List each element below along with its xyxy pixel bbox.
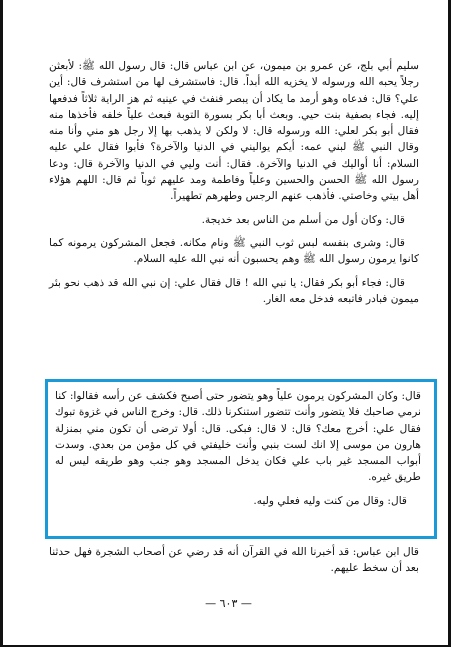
page-number: — ٦٠٣ — [205,597,252,610]
paragraph-hadith-intro: سليم أبي بلج، عن عمرو بن ميمون، عن ابن عباس قال: قال رسول الله ﷺ: لأبعثن رجلاً يحبه الله ورسوله لا يخزيه الله أبداً. قال: فاستشرف لها من استشرف قال: أين علي؟ قال: فدعاه وهو أرمد ما يكاد أن يبصر فنفث في عينيه ثم هز الراية ثلاثاً فدفعها إليه. فجاء بصفية بنت حيي. وبعث أبا بكر بسورة التوبة فبعث علياً خلفه فأخذها منه فقال أبو بكر لعلي: الله ورسوله قال: لا ولكن لا يذهب بها إلا رجل هو مني وأنا منه وقال النبي ﷺ لبني عمه: أيكم يواليني في الدنيا والآخرة؟ فأبوا فقال علي عليه السلام: أنا أواليك في الدنيا والآخرة. فقال: أنت وليي في الدنيا والآخرة قال: ودعا رسول الله ﷺ الحسن والحسين وعلياً وفاطمة ومد عليهم ثوباً ثم قال: اللهم هؤلاء أهل بيتي وخاصتي. فأذهب عنهم الرجس وطهرهم تطهيراً. [49,60,419,203]
top-text-block [49,58,419,314]
paragraph-ibn-abbas: قال ابن عباس: قد أخبرنا الله في القرآن أنه قد رضي عن أصحاب الشجرة فهل حدثنا بعد أن سخط عليهم. [49,546,419,575]
paragraph-abu-bakr: قال: فجاء أبو بكر فقال: يا نبي الله ! قال فقال علي: إن نبي الله قد ذهب نحو بئر ميمون فبادر فاتبعه فدخل معه الغار. [49,276,419,305]
paragraph-first-muslim: قال: وكان أول من أسلم من الناس بعد خديجة. [201,213,405,226]
paragraph-highlighted-main: قال: وكان المشركون يرمون علياً وهو يتضور حتى أصبح فكشف عن رأسه فقالوا: كنا نرمي صاحبك فلا يتضور وأنت تتضور استنكرنا ذلك. قال: وخرج الناس في غزوة تبوك فقال علي: أخرج معك؟ قال: لا قال: فبكى. قال: أولا ترضى أن تكون مني بمنزلة هارون من موسى إلا انك لست بنبي وأنت خليفتي في كل مؤمن من بعدي. وسدت أبواب المسجد غير باب علي فكان يدخل المسجد وهو جنب وهو طريقه ليس له طريق غيره. [55,390,421,484]
bottom-text-block [49,544,419,584]
paragraph-sacrifice: قال: وشرى بنفسه لبس ثوب النبي ﷺ ونام مكانه. فجعل المشركون يرمونه كما كانوا يرمون رسول الله ﷺ وهم يحسبون أنه نبي الله عليه السلام. [49,236,419,266]
highlighted-text-block [55,388,421,516]
paragraph-highlighted-wali: قال: وقال من كنت وليه فعلي وليه. [253,494,407,507]
